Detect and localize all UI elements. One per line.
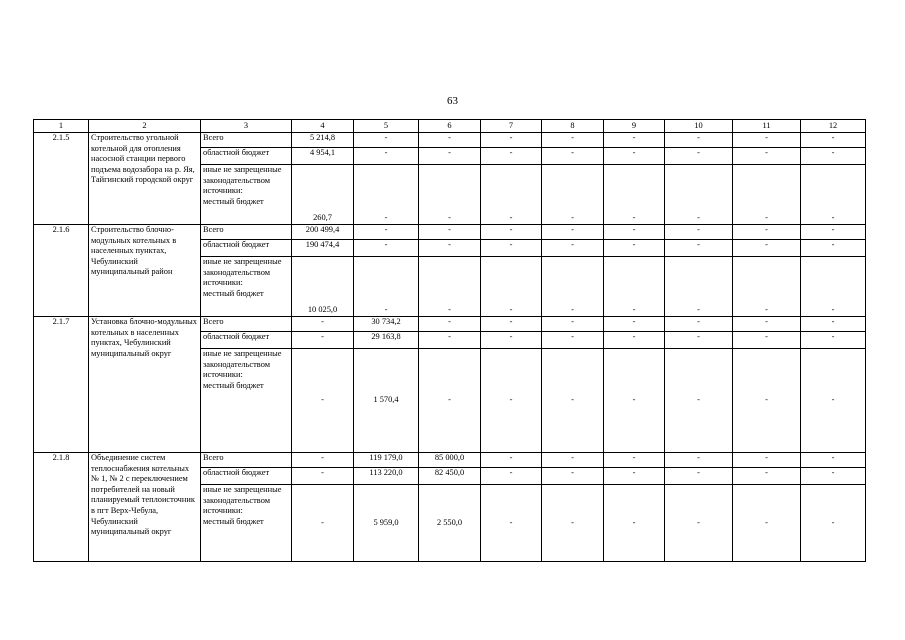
item-code: 2.1.6: [34, 225, 89, 317]
value-cell-col8: -: [542, 240, 604, 257]
value-cell-col9: -: [604, 148, 665, 165]
value-cell-col6: -: [419, 225, 481, 240]
value-cell-col12: -: [801, 148, 866, 165]
value-cell-col7: -: [481, 240, 542, 257]
value-cell-col4: 4 954,1: [292, 148, 354, 165]
value-cell-col9: -: [604, 257, 665, 317]
value-cell-col7: -: [481, 165, 542, 225]
value-cell-col12: -: [801, 332, 866, 349]
value-cell-col10: -: [665, 165, 733, 225]
source-other-local: [201, 165, 292, 225]
value-cell-col5: 5 959,0: [354, 485, 419, 562]
value-cell-col11: -: [733, 133, 801, 148]
value-cell-col8: -: [542, 453, 604, 468]
value-cell-col10: -: [665, 257, 733, 317]
value-cell-col11: -: [733, 317, 801, 332]
value-cell-col12: -: [801, 453, 866, 468]
column-header-6: 6: [419, 120, 481, 133]
column-header-12: 12: [801, 120, 866, 133]
value-cell-col6: 85 000,0: [419, 453, 481, 468]
value-cell-col9: -: [604, 332, 665, 349]
value-cell-col12: -: [801, 317, 866, 332]
source-label-regional: областной бюджет: [201, 240, 292, 257]
value-cell-col12: -: [801, 133, 866, 148]
value-cell-col8: -: [542, 165, 604, 225]
value-cell-col8: -: [542, 257, 604, 317]
value-cell-col10: -: [665, 133, 733, 148]
value-cell-col5: -: [354, 148, 419, 165]
value-cell-col5: -: [354, 225, 419, 240]
column-header-4: 4: [292, 120, 354, 133]
value-cell-col4: 260,7: [292, 165, 354, 225]
value-cell-col6: -: [419, 133, 481, 148]
value-cell-col4: 10 025,0: [292, 257, 354, 317]
value-cell-col6: 2 550,0: [419, 485, 481, 562]
value-cell-col11: -: [733, 257, 801, 317]
value-cell-col6: -: [419, 257, 481, 317]
column-header-1: 1: [34, 120, 89, 133]
source-label-other: иные не запрещенные законодательством источники:: [203, 165, 282, 196]
source-label-other: иные не запрещенные законодательством источники:: [203, 485, 282, 516]
column-header-10: 10: [665, 120, 733, 133]
budget-table: [33, 119, 866, 562]
value-cell-col11: -: [733, 453, 801, 468]
value-cell-col12: -: [801, 485, 866, 562]
value-cell-col9: -: [604, 133, 665, 148]
value-cell-col9: -: [604, 317, 665, 332]
table-row: [34, 453, 866, 468]
table-row: [34, 317, 866, 332]
value-cell-col8: -: [542, 148, 604, 165]
value-cell-col11: -: [733, 148, 801, 165]
value-cell-col5: -: [354, 133, 419, 148]
value-cell-col8: -: [542, 485, 604, 562]
value-cell-col11: -: [733, 165, 801, 225]
value-cell-col9: -: [604, 240, 665, 257]
value-cell-col12: -: [801, 468, 866, 485]
source-label-local: местный бюджет: [203, 380, 264, 390]
value-cell-col4: -: [292, 468, 354, 485]
source-label-total: Всего: [201, 453, 292, 468]
value-cell-col6: -: [419, 349, 481, 453]
value-cell-col5: 119 179,0: [354, 453, 419, 468]
value-cell-col7: -: [481, 485, 542, 562]
value-cell-col4: -: [292, 332, 354, 349]
item-name: Строительство угольной котельной для отопления насосной станции первого подъема водозабора на р. Яя, Тайгинский городской округ: [89, 133, 201, 225]
value-cell-col10: -: [665, 468, 733, 485]
item-name: Объединение систем теплоснабжения котельных № 1, № 2 с переключением потребителей на новый планируемый теплоисточник в пгт Верх-Чебула, Чебулинский муниципальный округ: [89, 453, 201, 562]
value-cell-col9: -: [604, 485, 665, 562]
value-cell-col5: 1 570,4: [354, 349, 419, 453]
source-label-regional: областной бюджет: [201, 468, 292, 485]
value-cell-col10: -: [665, 485, 733, 562]
value-cell-col4: -: [292, 349, 354, 453]
value-cell-col4: -: [292, 453, 354, 468]
value-cell-col7: -: [481, 468, 542, 485]
value-cell-col8: -: [542, 332, 604, 349]
value-cell-col6: -: [419, 317, 481, 332]
value-cell-col6: 82 450,0: [419, 468, 481, 485]
page-number: 63: [447, 95, 458, 107]
value-cell-col6: -: [419, 148, 481, 165]
column-header-11: 11: [733, 120, 801, 133]
value-cell-col10: -: [665, 453, 733, 468]
column-header-5: 5: [354, 120, 419, 133]
value-cell-col5: 113 220,0: [354, 468, 419, 485]
value-cell-col10: -: [665, 349, 733, 453]
value-cell-col6: -: [419, 165, 481, 225]
table-row: [34, 133, 866, 148]
source-label-other: иные не запрещенные законодательством источники:: [203, 257, 282, 288]
source-label-total: Всего: [201, 317, 292, 332]
table-row: [34, 225, 866, 240]
value-cell-col5: -: [354, 240, 419, 257]
value-cell-col10: -: [665, 332, 733, 349]
value-cell-col7: -: [481, 453, 542, 468]
source-other-local: [201, 485, 292, 562]
value-cell-col7: -: [481, 349, 542, 453]
value-cell-col7: -: [481, 225, 542, 240]
item-name: Установка блочно-модульных котельных в населенных пунктах, Чебулинский муниципальный округ: [89, 317, 201, 453]
value-cell-col10: -: [665, 317, 733, 332]
column-header-7: 7: [481, 120, 542, 133]
value-cell-col11: -: [733, 485, 801, 562]
value-cell-col9: -: [604, 349, 665, 453]
column-header-9: 9: [604, 120, 665, 133]
column-header-8: 8: [542, 120, 604, 133]
header-row: [34, 120, 866, 133]
value-cell-col11: -: [733, 225, 801, 240]
source-label-local: местный бюджет: [203, 516, 264, 526]
value-cell-col6: -: [419, 240, 481, 257]
value-cell-col10: -: [665, 225, 733, 240]
value-cell-col7: -: [481, 133, 542, 148]
value-cell-col11: -: [733, 240, 801, 257]
value-cell-col7: -: [481, 332, 542, 349]
value-cell-col7: -: [481, 148, 542, 165]
value-cell-col4: -: [292, 485, 354, 562]
value-cell-col10: -: [665, 240, 733, 257]
item-code: 2.1.8: [34, 453, 89, 562]
item-code: 2.1.5: [34, 133, 89, 225]
column-header-3: 3: [201, 120, 292, 133]
source-label-total: Всего: [201, 225, 292, 240]
value-cell-col10: -: [665, 148, 733, 165]
source-label-local: местный бюджет: [203, 196, 264, 206]
value-cell-col9: -: [604, 468, 665, 485]
value-cell-col6: -: [419, 332, 481, 349]
value-cell-col12: -: [801, 349, 866, 453]
source-label-regional: областной бюджет: [201, 332, 292, 349]
value-cell-col4: 190 474,4: [292, 240, 354, 257]
value-cell-col9: -: [604, 225, 665, 240]
value-cell-col11: -: [733, 468, 801, 485]
source-other-local: [201, 349, 292, 453]
value-cell-col4: 5 214,8: [292, 133, 354, 148]
value-cell-col8: -: [542, 133, 604, 148]
value-cell-col12: -: [801, 225, 866, 240]
value-cell-col12: -: [801, 240, 866, 257]
source-label-local: местный бюджет: [203, 288, 264, 298]
source-label-total: Всего: [201, 133, 292, 148]
source-label-other: иные не запрещенные законодательством источники:: [203, 349, 282, 380]
source-other-local: [201, 257, 292, 317]
value-cell-col11: -: [733, 349, 801, 453]
value-cell-col9: -: [604, 165, 665, 225]
value-cell-col7: -: [481, 257, 542, 317]
value-cell-col7: -: [481, 317, 542, 332]
value-cell-col8: -: [542, 468, 604, 485]
value-cell-col4: -: [292, 317, 354, 332]
value-cell-col5: -: [354, 257, 419, 317]
value-cell-col5: 30 734,2: [354, 317, 419, 332]
value-cell-col5: 29 163,8: [354, 332, 419, 349]
value-cell-col8: -: [542, 349, 604, 453]
source-label-regional: областной бюджет: [201, 148, 292, 165]
value-cell-col12: -: [801, 165, 866, 225]
value-cell-col11: -: [733, 332, 801, 349]
item-code: 2.1.7: [34, 317, 89, 453]
value-cell-col8: -: [542, 225, 604, 240]
value-cell-col8: -: [542, 317, 604, 332]
value-cell-col12: -: [801, 257, 866, 317]
column-header-2: 2: [89, 120, 201, 133]
value-cell-col5: -: [354, 165, 419, 225]
value-cell-col9: -: [604, 453, 665, 468]
value-cell-col4: 200 499,4: [292, 225, 354, 240]
item-name: Строительство блочно-модульных котельных в населенных пунктах, Чебулинский муниципальный район: [89, 225, 201, 317]
